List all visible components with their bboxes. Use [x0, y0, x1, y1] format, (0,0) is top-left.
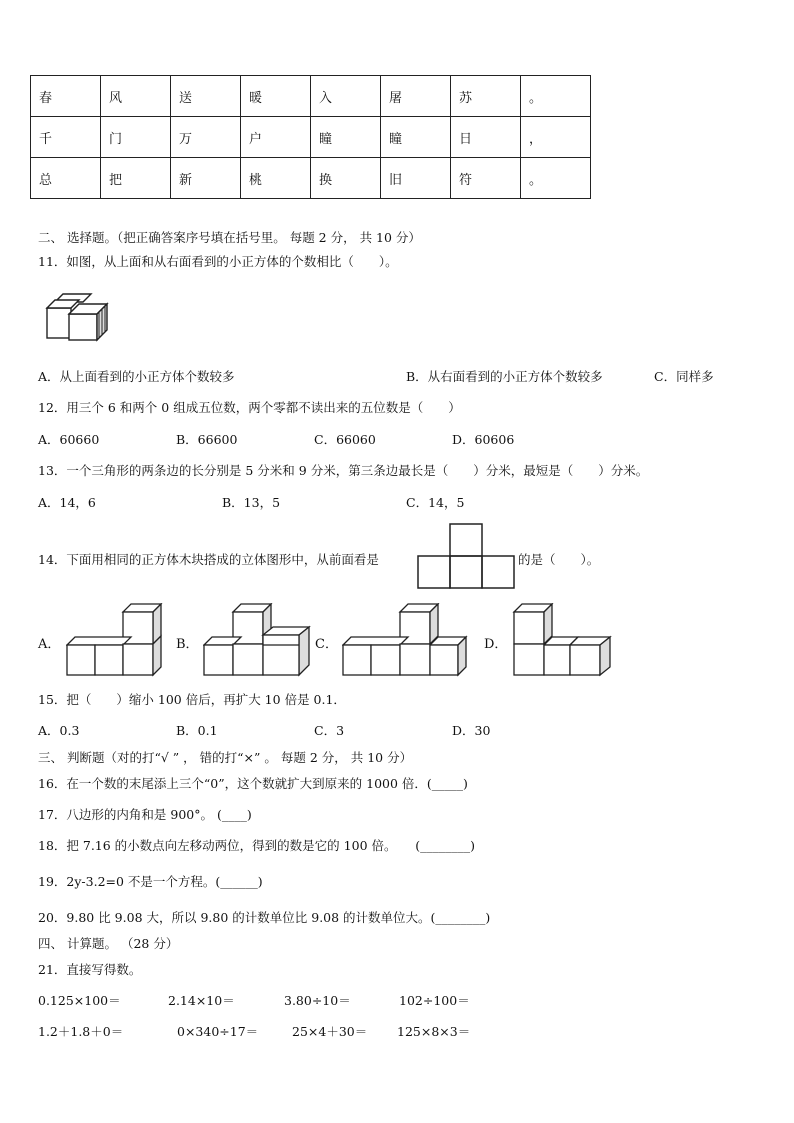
q20-statement: 20．9.80 比 9.08 大，所以 9.80 的计数单位比 9.08 的计数单位大。(________)	[38, 910, 491, 925]
q12-option-d: D．60606	[452, 432, 515, 447]
section-3-title: 三、 判断题（对的打“√ ” ， 错的打“×” 。 每题 2 分， 共 10 分）	[38, 750, 413, 765]
q13-stem: 13．一个三角形的两条边的长分别是 5 分米和 9 分米，第三条边最长是（ ）分米，最短是（ ）分米。	[38, 463, 649, 478]
q15-stem: 15．把（ ）缩小 100 倍后，再扩大 10 倍是 0.1．	[38, 692, 346, 707]
calc-item: 125×8×3＝	[397, 1024, 471, 1039]
poem-row	[31, 158, 591, 199]
q14-option-c-figure	[342, 603, 468, 677]
poem-cell: 。	[521, 158, 591, 199]
poem-cell: 瞳	[381, 117, 451, 158]
q14-option-a-label: A．	[38, 637, 61, 652]
poem-cell: 风	[101, 76, 171, 117]
q16-statement: 16．在一个数的末尾添上三个“0”，这个数就扩大到原来的 1000 倍．(_____)	[38, 776, 468, 791]
calc-item: 102÷100＝	[399, 993, 470, 1008]
poem-cell: 春	[31, 76, 101, 117]
poem-cell: 苏	[451, 76, 521, 117]
q14-option-a-figure	[66, 603, 170, 677]
q15-option-c: C．3	[314, 723, 345, 738]
q15-option-a: A．0.3	[38, 723, 80, 738]
q15-option-d: D．30	[452, 723, 491, 738]
q11-cube-figure	[45, 292, 115, 348]
q14-option-c-label: C．	[315, 637, 338, 652]
poem-cell: 符	[451, 158, 521, 199]
q21-stem: 21．直接写得数。	[38, 962, 142, 977]
q14-front-view-figure	[417, 523, 515, 589]
q12-option-a: A．60660	[38, 432, 100, 447]
poem-cell: 暖	[241, 76, 311, 117]
q12-stem: 12．用三个 6 和两个 0 组成五位数，两个零都不读出来的五位数是（ ）	[38, 400, 461, 415]
q11-option-c: C．同样多	[654, 369, 714, 384]
calc-item: 0.125×100＝	[38, 993, 121, 1008]
poem-cell: 总	[31, 158, 101, 199]
poem-cell: 把	[101, 158, 171, 199]
calc-item: 25×4＋30＝	[292, 1024, 368, 1039]
q18-statement: 18．把 7.16 的小数点向左移动两位，得到的数是它的 100 倍。 (________)	[38, 838, 475, 853]
poem-cell: ，	[521, 117, 591, 158]
poem-cell: 户	[241, 117, 311, 158]
q14-option-b-label: B．	[176, 637, 199, 652]
poem-cell: 桃	[241, 158, 311, 199]
poem-cell: 万	[171, 117, 241, 158]
q11-option-b: B．从右面看到的小正方体个数较多	[406, 369, 603, 384]
poem-cell: 门	[101, 117, 171, 158]
poem-cell: 旧	[381, 158, 451, 199]
q11-option-a: A．从上面看到的小正方体个数较多	[38, 369, 235, 384]
q13-option-a: A．14，6	[38, 495, 96, 510]
q14-stem-pre: 14．下面用相同的正方体木块搭成的立体图形中，从前面看是	[38, 552, 379, 567]
poem-cell: 入	[311, 76, 381, 117]
poem-cell: 日	[451, 117, 521, 158]
calc-item: 1.2＋1.8＋0＝	[38, 1024, 124, 1039]
poem-cell: 瞳	[311, 117, 381, 158]
calc-item: 2.14×10＝	[168, 993, 235, 1008]
poem-cell: 送	[171, 76, 241, 117]
poem-cell: 换	[311, 158, 381, 199]
poem-cell: 千	[31, 117, 101, 158]
q14-option-d-label: D．	[484, 637, 508, 652]
q14-stem-post: 的是（ ）。	[518, 552, 600, 567]
q14-option-d-figure	[512, 603, 612, 677]
poem-cell: 屠	[381, 76, 451, 117]
section-4-title: 四、 计算题。 （28 分）	[38, 936, 179, 951]
q12-option-b: B．66600	[176, 432, 238, 447]
q13-option-c: C．14，5	[406, 495, 465, 510]
poem-cell: 新	[171, 158, 241, 199]
q15-option-b: B．0.1	[176, 723, 218, 738]
q13-option-b: B．13，5	[222, 495, 281, 510]
q14-option-b-figure	[203, 603, 311, 677]
q19-statement: 19．2y-3.2=0 不是一个方程。(______)	[38, 874, 263, 889]
q17-statement: 17．八边形的内角和是 900°。 (____)	[38, 807, 252, 822]
q12-option-c: C．66060	[314, 432, 376, 447]
poem-row	[31, 117, 591, 158]
poem-table	[30, 75, 591, 199]
poem-row	[31, 76, 591, 117]
section-2-title: 二、 选择题。（把正确答案序号填在括号里。 每题 2 分， 共 10 分）	[38, 230, 421, 245]
calc-item: 0×340÷17＝	[177, 1024, 259, 1039]
calc-item: 3.80÷10＝	[284, 993, 351, 1008]
poem-cell: 。	[521, 76, 591, 117]
q11-stem: 11．如图，从上面和从右面看到的小正方体的个数相比（ ）。	[38, 254, 398, 269]
